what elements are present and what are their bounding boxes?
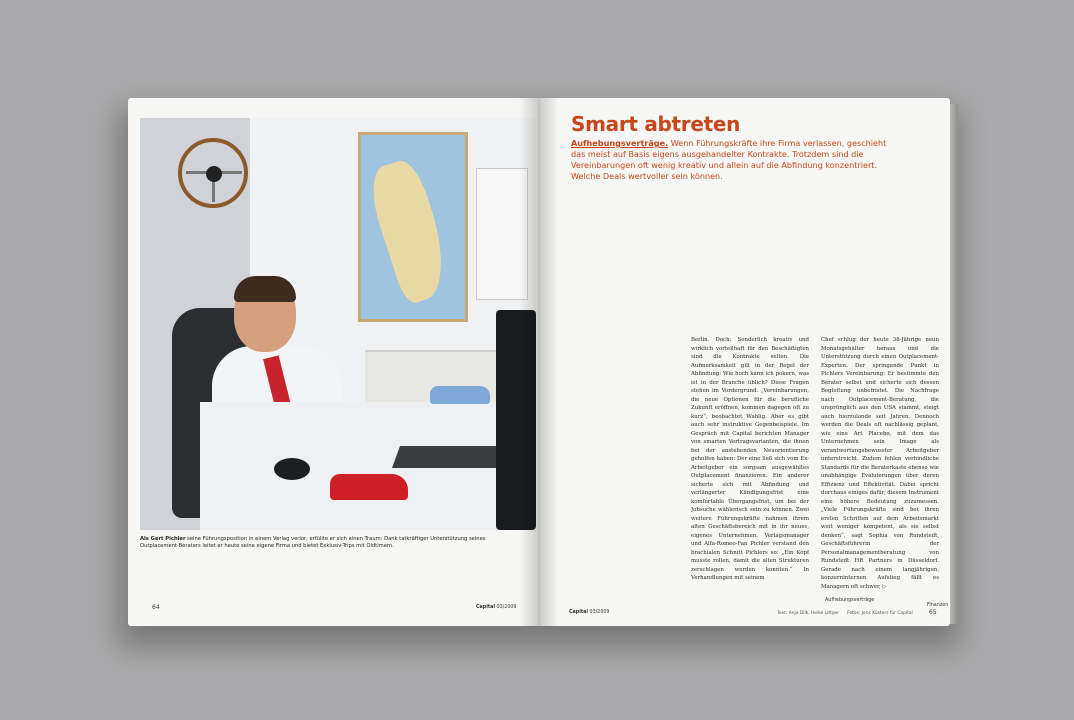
- text-credit: Text: Anja Dilk, Heike Littger: [777, 611, 840, 616]
- running-title: Aufhebungsverträge: [825, 598, 875, 603]
- photo-credit: Fotos: Jens Küsters für Capital: [847, 611, 913, 616]
- article-column-2: Berlin. Doch: Sonderlich kreativ und wirklich vorteilhaft für den Beschäftigten sind die Kontrakte selten. Die Aufmerksamkeit gilt in der Regel der Abfindung: Wie hoch kann ich pokern, was ist in der Branche üblich? Diese Fragen stehen im Vordergrund. „Vereinbarungen, die neue Optionen für die berufliche Zukunft eröffnen, kommen dagegen oft zu kurz“, beobachtet Wahlig. Aber es gibt auch sehr instruktive Gegenbeispiele. Im Gespräch mit Capital berichten Manager von smarten Vertragsvarianten, die ihnen bei der anstehenden Neuorientierung geholfen haben: Der eine ließ sich vom Ex-Arbeitgeber ein sorgsam ausgewähltes Outplacement finanzieren. Ein anderer sicherte sich mit Abfindung und verlängerter Kündigungsfrist eine komfortable Übergangsfrist, um bei der Jobsuche wählerisch sein zu können. Zwei weitere Führungskräfte nahmen ihrem alten Geschäftsbereich mit in ihr neues, eigenes Unternehmen. Verlagsmanager und Alfa-Romeo-Fan Pichler verstand den brachialen Schnitt Pichlers so: „Ein Kopf musste rollen, damit die alten Strukturen zerschlagen werden konnten.“ In Verhandlungen mit seinem: [691, 337, 809, 581]
- section-name: Finanzen: [927, 603, 949, 608]
- toy-car-blue: [430, 386, 490, 404]
- article-headline: Smart abtreten: [571, 112, 741, 136]
- page-number-right: 65: [929, 609, 937, 616]
- right-page: [539, 98, 950, 626]
- deck-text: Wenn Führungskräfte ihre Firma verlassen, geschieht das meist auf Basis eigens ausgehandelter Kontrakte. Trotzdem sind die Vereinbarungen oft wenig kreativ und allein auf die Abfindung konzentriert. Welche Deals wertvoller sein können.: [571, 138, 887, 181]
- portrait-photo: [140, 118, 536, 530]
- map-land: [363, 156, 458, 306]
- brand-left: Capital 03/2009: [476, 605, 517, 610]
- toy-car-red: [330, 474, 408, 500]
- left-page: [128, 98, 539, 626]
- man-hair: [234, 276, 296, 302]
- article-credits: [777, 611, 921, 616]
- computer-mouse: [274, 458, 310, 480]
- article-column-3: Chef schlug der heute 38-Jährige neun Monatsgehälter heraus und die Unterstützung durch einen Outplacement-Experten. Der springende Punkt in Pichlers Vereinbarung: Er bestimmte den Berater selbst und sicherte sich dessen Begleitung unbefristet. Die Nachfrage nach Outplacement-Beratung, die ursprünglich aus den USA stammt, steigt auch hierzulande seit Jahren. Dennoch werden die Deals oft nachlässig geplant, wie eine Art Placebo, mit dem das Unternehmen sein Image als verantwortungsbewusster Arbeitgeber unterstreicht. Zudem fehlen verbindliche Standards für die Beraterkaste ebenso wie unabhängige Evaluierungen über deren Effizienz und Effektivität. Dabei spricht durchaus einiges dafür, diesem Instrument eine höhere Bedeutung zuzumessen. „Viele Führungskräfte sind bei ihren ersten Schritten auf dem Arbeitsmarkt weit weniger kompetent, als sie selbst denken“, sagt Sophia von Rundstedt, Geschäftsführerin der Personalmanagementberatung von Rundstedt HR Partners in Düsseldorf. Gerade nach einem langjährigen, konzerninternen Aufstieg fällt es Managern oft schwer, ▷: [821, 337, 939, 590]
- steering-wheel: [178, 138, 248, 208]
- page-number-left: 64: [152, 604, 160, 611]
- magazine-spread: [128, 98, 950, 626]
- section-label: [909, 603, 948, 608]
- photo-caption: [140, 536, 520, 550]
- keyboard: [392, 446, 510, 468]
- brand-right: Capital 03/2009: [569, 610, 610, 615]
- caption-name: Als Gert Pichler: [140, 536, 186, 542]
- article-deck: [571, 138, 901, 182]
- wheel-hub: [206, 166, 222, 182]
- article-kicker: Aufhebungsverträge.: [571, 138, 669, 148]
- spine-gutter: [519, 98, 559, 626]
- caption-text: seine Führungsposition in einem Verlag verlor, erfüllte er sich einen Traum: Dank tatkräftiger Unterstützung seines Outplacement-Beraters leitet er heute seine eigene Firma und bietet Exklusiv-Trips mit Oldtimern.: [140, 536, 486, 549]
- wall-map: [358, 132, 468, 322]
